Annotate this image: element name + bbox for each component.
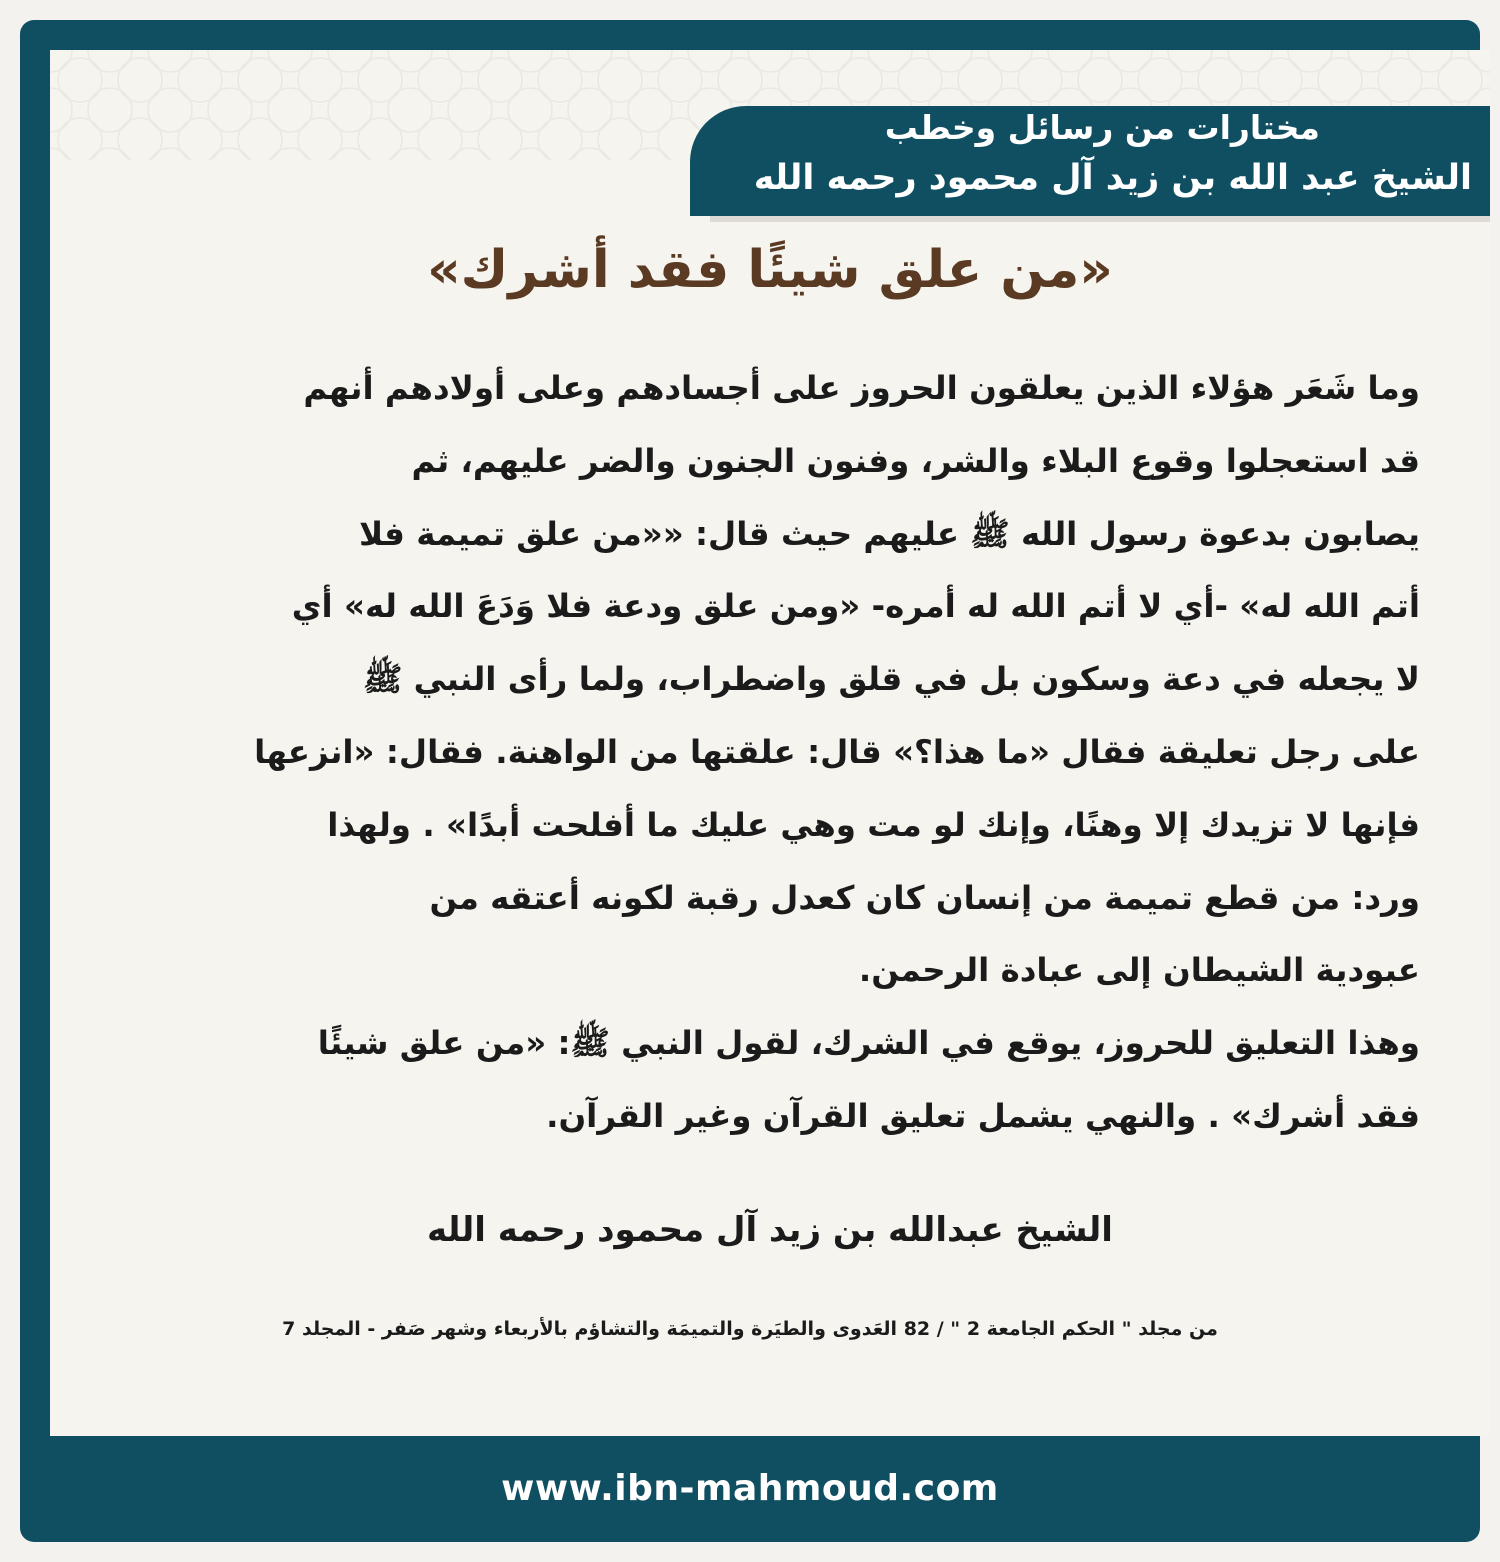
body-line: فإنها لا تزيدك إلا وهنًا، وإنك لو مت وهي عليك ما أفلحت أبدًا» . ولهذا: [327, 805, 1420, 844]
content-card: [50, 50, 1490, 1436]
page-title: «من علق شيئًا فقد أشرك»: [427, 240, 1113, 300]
body-line: فقد أشرك» . والنهي يشمل تعليق القرآن وغير القرآن.: [546, 1096, 1420, 1135]
body-line: على رجل تعليقة فقال «ما هذا؟» قال: علقتها من الواهنة. فقال: «انزعها: [254, 732, 1420, 771]
body-line: يصابون بدعوة رسول الله ﷺ عليهم حيث قال: ««من علق تميمة فلا: [358, 514, 1420, 553]
website-link[interactable]: www.ibn-mahmoud.com: [501, 1468, 999, 1509]
body-line: أتم الله له» -أي لا أتم الله له أمره- «ومن علق ودعة فلا وَدَعَ الله له» أي: [291, 587, 1420, 626]
source-citation: من مجلد " الحكم الجامعة 2 " / 82 العَدوى والطيَرة والتميمَة والتشاؤم بالأربعاء وشهر صَفر - المجلد 7: [282, 1318, 1218, 1340]
body-line: عبودية الشيطان إلى عبادة الرحمن.: [858, 951, 1420, 990]
body-text: [130, 352, 1420, 1153]
header-line-2: الشيخ عبد الله بن زيد آل محمود رحمه الله: [753, 158, 1472, 198]
body-line: وهذا التعليق للحروز، يوقع في الشرك، لقول النبي ﷺ: «من علق شيئًا: [317, 1024, 1420, 1063]
body-line: لا يجعله في دعة وسكون بل في قلق واضطراب، ولما رأى النبي ﷺ: [363, 660, 1420, 699]
page-frame: [20, 20, 1480, 1542]
body-line: وما شَعَر هؤلاء الذين يعلقون الحروز على أجسادهم وعلى أولادهم أنهم: [303, 369, 1420, 407]
header-banner: [690, 106, 1490, 216]
body-line: ورد: من قطع تميمة من إنسان كان كعدل رقبة لكونه أعتقه من: [429, 878, 1420, 917]
header-line-1: مختارات من رسائل وخطب: [884, 108, 1320, 147]
header-underline: [710, 216, 1490, 222]
body-line: قد استعجلوا وقوع البلاء والشر، وفنون الجنون والضر عليهم، ثم: [411, 441, 1420, 480]
author-signature: الشيخ عبدالله بن زيد آل محمود رحمه الله: [427, 1210, 1113, 1250]
